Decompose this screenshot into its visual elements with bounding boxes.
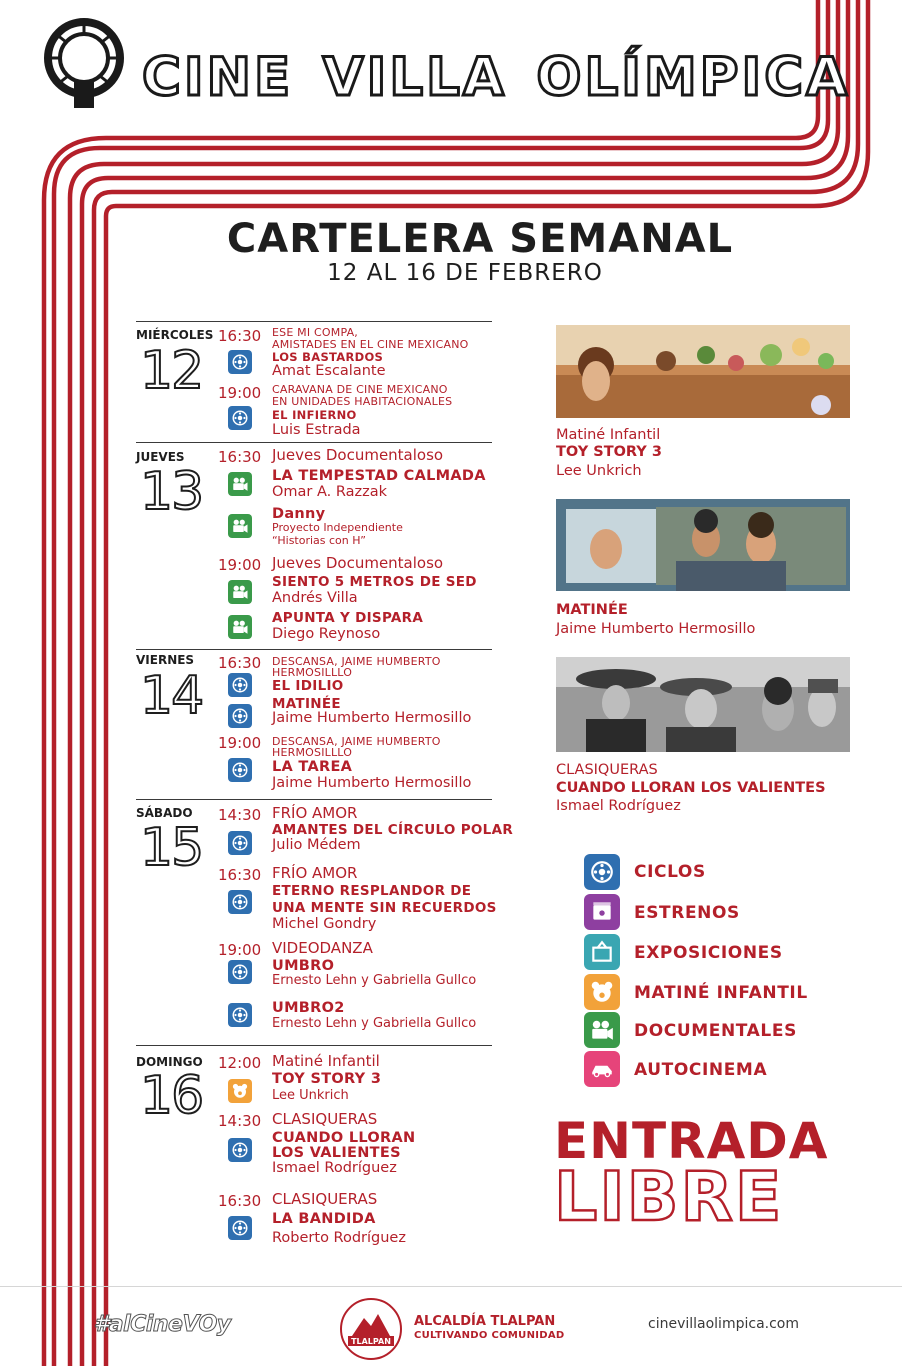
documentales-icon [228,580,252,604]
footer-divider [0,1286,902,1287]
day-name: MIÉRCOLES [136,328,214,342]
matine-icon [584,974,620,1010]
screening-time: 19:00 [218,384,262,402]
day-number: 14 [140,666,203,726]
film-title: EL INFIERNO [272,408,357,422]
featured-film: CUANDO LLORAN LOS VALIENTES [556,780,826,796]
documentales-icon [228,615,252,639]
day-number: 16 [140,1066,203,1126]
day-name: DOMINGO [136,1055,203,1069]
day-divider [136,799,492,800]
film-director: Omar A. Razzak [272,484,388,500]
featured-director: Ismael Rodríguez [556,798,681,814]
exposiciones-icon [584,934,620,970]
cycle-name: DESCANSA, JAIME HUMBERTO [272,655,441,668]
film-director: Amat Escalante [272,363,386,379]
cycle-name-line2: AMISTADES EN EL CINE MEXICANO [272,338,469,351]
cycle-name: CARAVANA DE CINE MEXICANO [272,383,448,396]
film-director: Lee Unkrich [272,1088,349,1103]
ciclos-icon [228,406,252,430]
film-title: ETERNO RESPLANDOR DE [272,883,472,899]
film-title: EL IDILIO [272,678,344,694]
film-director: Ismael Rodríguez [272,1160,397,1176]
ciclos-icon [228,758,252,782]
film-director: Ernesto Lehn y Gabriella Gullco [272,1016,477,1031]
film-title: LOS BASTARDOS [272,350,384,364]
film-note: Proyecto Independiente [272,521,403,534]
film-director: Michel Gondry [272,916,377,932]
film-director: Diego Reynoso [272,626,381,642]
film-title: UMBRO [272,958,335,974]
day-divider [136,442,492,443]
cycle-name: CLASIQUERAS [272,1110,378,1128]
page-title: CARTELERA SEMANAL [226,216,734,262]
toy-story-still [556,325,850,418]
screening-time: 16:30 [218,654,262,672]
film-title: MATINÉE [272,696,341,712]
legend-label-ciclos: CICLOS [634,862,706,882]
ciclos-icon [228,673,252,697]
screening-time: 19:00 [218,941,262,959]
film-title: LA BANDIDA [272,1211,376,1227]
alcaldia-name: ALCALDÍA TLALPAN [414,1314,556,1329]
featured-film: MATINÉE [556,602,628,618]
film-director: Andrés Villa [272,590,358,606]
featured-film: TOY STORY 3 [556,444,662,460]
day-divider [136,649,492,650]
film-title: APUNTA Y DISPARA [272,610,424,626]
cycle-name-line2: HERMOSILLLO [272,746,353,759]
film-title: LA TAREA [272,759,353,775]
ciclos-icon [228,960,252,984]
cycle-name: FRÍO AMOR [272,804,358,822]
libre-heading: LIBRE [554,1158,784,1237]
cycle-name-line2: HERMOSILLLO [272,666,353,679]
film-title: Danny [272,506,326,522]
ciclos-icon [228,1138,252,1162]
legend-label-documentales: DOCUMENTALES [634,1021,797,1041]
screening-time: 14:30 [218,806,262,824]
film-title: SIENTO 5 METROS DE SED [272,574,477,590]
cycle-name: FRÍO AMOR [272,864,358,882]
film-director: Ernesto Lehn y Gabriella Gullco [272,973,477,988]
cuando-lloran-still [556,657,850,752]
cycle-name: DESCANSA, JAIME HUMBERTO [272,735,441,748]
ciclos-icon [228,890,252,914]
film-note: “Historias con H” [272,534,366,547]
film-director: Luis Estrada [272,422,361,438]
film-title-line2: UNA MENTE SIN RECUERDOS [272,900,497,916]
site-title: cine villa olímpica [142,24,851,113]
film-reel-logo [40,18,128,110]
day-number: 13 [140,462,203,522]
day-number: 12 [140,341,203,401]
matinee-still [556,499,850,591]
film-director: Jaime Humberto Hermosillo [272,775,472,791]
documentales-icon [228,472,252,496]
cycle-name: ESE MI COMPA, [272,326,358,339]
alcaldia-logo-text: TLALPAN [351,1337,391,1346]
alcaldia-slogan: CULTIVANDO COMUNIDAD [414,1330,565,1341]
documentales-icon [584,1012,620,1048]
autocinema-icon [584,1051,620,1087]
day-number: 15 [140,818,203,878]
screening-time: 16:30 [218,866,262,884]
film-title: CUANDO LLORAN [272,1130,416,1146]
film-title: TOY STORY 3 [272,1071,382,1087]
featured-cycle: CLASIQUERAS [556,762,658,778]
ciclos-icon [228,1216,252,1240]
ciclos-icon [228,350,252,374]
featured-cycle: Matiné Infantil [556,427,661,443]
screening-time: 19:00 [218,734,262,752]
day-divider [136,321,492,322]
day-name: JUEVES [136,450,185,464]
ciclos-icon [228,1003,252,1027]
legend-label-exposiciones: EXPOSICIONES [634,943,783,963]
screening-time: 16:30 [218,448,262,466]
cycle-name-line2: EN UNIDADES HABITACIONALES [272,395,453,408]
film-title: LA TEMPESTAD CALMADA [272,468,486,484]
film-title-line2: LOS VALIENTES [272,1145,401,1161]
hashtag: #alCineVOy [94,1312,231,1337]
date-range: 12 AL 16 DE FEBRERO [327,260,603,286]
film-director: Roberto Rodríguez [272,1230,406,1246]
ciclos-icon [584,854,620,890]
legend-label-matine: MATINÉ INFANTIL [634,983,808,1003]
screening-time: 16:30 [218,1192,262,1210]
cycle-name: CLASIQUERAS [272,1190,378,1208]
film-title: UMBRO2 [272,1000,345,1016]
legend-label-estrenos: ESTRENOS [634,903,740,923]
ciclos-icon [228,831,252,855]
screening-time: 16:30 [218,327,262,345]
featured-director: Lee Unkrich [556,463,642,479]
documentales-icon [228,514,252,538]
cycle-name: Jueves Documentaloso [272,554,444,572]
day-name: VIERNES [136,653,195,667]
featured-director: Jaime Humberto Hermosillo [556,621,756,637]
film-title: AMANTES DEL CÍRCULO POLAR [272,822,514,838]
cycle-name: Jueves Documentaloso [272,446,444,464]
screening-time: 14:30 [218,1112,262,1130]
screening-time: 12:00 [218,1054,262,1072]
ciclos-icon [228,704,252,728]
cycle-name: Matiné Infantil [272,1052,380,1070]
entrada-heading: ENTRADA [554,1112,829,1170]
day-name: SÁBADO [136,806,193,820]
cycle-name: VIDEODANZA [272,939,373,957]
film-director: Jaime Humberto Hermosillo [272,710,472,726]
legend-label-autocinema: AUTOCINEMA [634,1060,768,1080]
day-divider [136,1045,492,1046]
estrenos-icon [584,894,620,930]
film-director: Julio Médem [272,837,361,853]
matine-icon [228,1079,252,1103]
website-link[interactable]: cinevillaolimpica.com [648,1316,799,1332]
alcaldia-logo [338,1296,404,1362]
screening-time: 19:00 [218,556,262,574]
